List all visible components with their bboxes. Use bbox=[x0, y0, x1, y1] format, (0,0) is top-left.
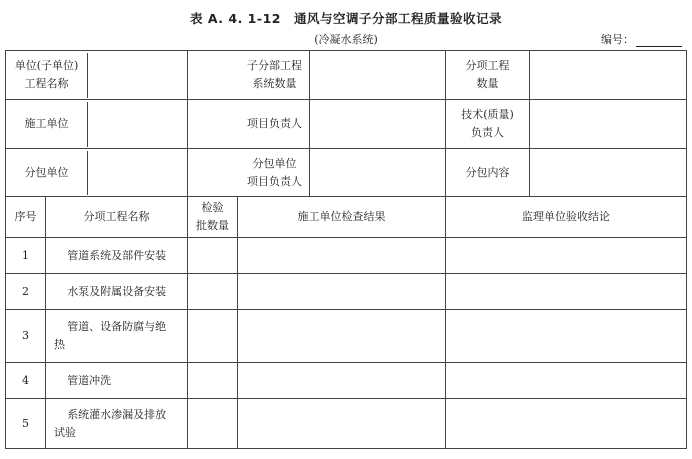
col-header-name: 分项工程名称 bbox=[46, 197, 188, 238]
row-contractor-result[interactable] bbox=[238, 238, 446, 274]
subcontractor-label: 分包单位 bbox=[6, 151, 88, 195]
col-header-batch: 检验 批数量 bbox=[188, 197, 238, 238]
row-supervisor-conclusion[interactable] bbox=[446, 238, 687, 274]
project-manager-value[interactable] bbox=[310, 100, 446, 149]
contractor-value[interactable] bbox=[88, 102, 187, 147]
subcontractor-value[interactable] bbox=[88, 151, 187, 195]
row-name: 系统灌水渗漏及排放 试验 bbox=[46, 399, 188, 449]
subdivision-system-count-label: 子分部工程 系统数量 bbox=[188, 51, 310, 100]
row-name: 管道系统及部件安装 bbox=[46, 238, 188, 274]
row-no: 5 bbox=[6, 399, 46, 449]
item-count-label: 分项工程 数量 bbox=[446, 51, 530, 100]
subcontractor-manager-label: 分包单位 项目负责人 bbox=[188, 149, 310, 197]
serial-label: 编号： bbox=[601, 33, 634, 46]
col-header-contractor: 施工单位检查结果 bbox=[238, 197, 446, 238]
row-name: 管道冲洗 bbox=[46, 363, 188, 399]
row-contractor-result[interactable] bbox=[238, 310, 446, 363]
row-no: 4 bbox=[6, 363, 46, 399]
subcontract-scope-value[interactable] bbox=[530, 149, 687, 197]
table-row bbox=[6, 363, 687, 399]
row-name: 管道、设备防腐与绝 热 bbox=[46, 310, 188, 363]
row-contractor-result[interactable] bbox=[238, 363, 446, 399]
table-row bbox=[6, 238, 687, 274]
table-row bbox=[6, 274, 687, 310]
row-supervisor-conclusion[interactable] bbox=[446, 274, 687, 310]
form-subtitle: (冷凝水系统) bbox=[314, 33, 378, 46]
table-row bbox=[6, 310, 687, 363]
column-header-row bbox=[6, 197, 687, 238]
item-count-value[interactable] bbox=[530, 51, 687, 100]
record-table bbox=[5, 50, 687, 449]
row-batch[interactable] bbox=[188, 363, 238, 399]
technical-lead-value[interactable] bbox=[530, 100, 687, 149]
row-supervisor-conclusion[interactable] bbox=[446, 399, 687, 449]
contractor-label: 施工单位 bbox=[6, 102, 88, 147]
row-no: 3 bbox=[6, 310, 46, 363]
row-batch[interactable] bbox=[188, 310, 238, 363]
row-supervisor-conclusion[interactable] bbox=[446, 363, 687, 399]
serial-number-field[interactable] bbox=[636, 34, 682, 47]
info-row-project bbox=[6, 51, 687, 100]
form-title: 表 A. 4. 1-12 通风与空调子分部工程质量验收记录 bbox=[190, 11, 502, 26]
info-row-contractor bbox=[6, 100, 687, 149]
row-contractor-result[interactable] bbox=[238, 399, 446, 449]
row-contractor-result[interactable] bbox=[238, 274, 446, 310]
serial-number bbox=[601, 31, 682, 47]
col-header-supervisor: 监理单位验收结论 bbox=[446, 197, 687, 238]
technical-lead-label: 技术(质量) 负责人 bbox=[446, 100, 530, 149]
project-manager-label: 项目负责人 bbox=[188, 100, 310, 149]
subdivision-system-count-value[interactable] bbox=[310, 51, 446, 100]
col-header-no: 序号 bbox=[6, 197, 46, 238]
row-batch[interactable] bbox=[188, 399, 238, 449]
row-no: 1 bbox=[6, 238, 46, 274]
project-name-value[interactable] bbox=[88, 53, 187, 98]
subcontractor-manager-value[interactable] bbox=[310, 149, 446, 197]
row-supervisor-conclusion[interactable] bbox=[446, 310, 687, 363]
info-row-subcontractor bbox=[6, 149, 687, 197]
row-name: 水泵及附属设备安装 bbox=[46, 274, 188, 310]
table-row bbox=[6, 399, 687, 449]
row-batch[interactable] bbox=[188, 274, 238, 310]
row-no: 2 bbox=[6, 274, 46, 310]
project-name-label: 单位(子单位) 工程名称 bbox=[6, 53, 88, 98]
row-batch[interactable] bbox=[188, 238, 238, 274]
subcontract-scope-label: 分包内容 bbox=[446, 149, 530, 197]
